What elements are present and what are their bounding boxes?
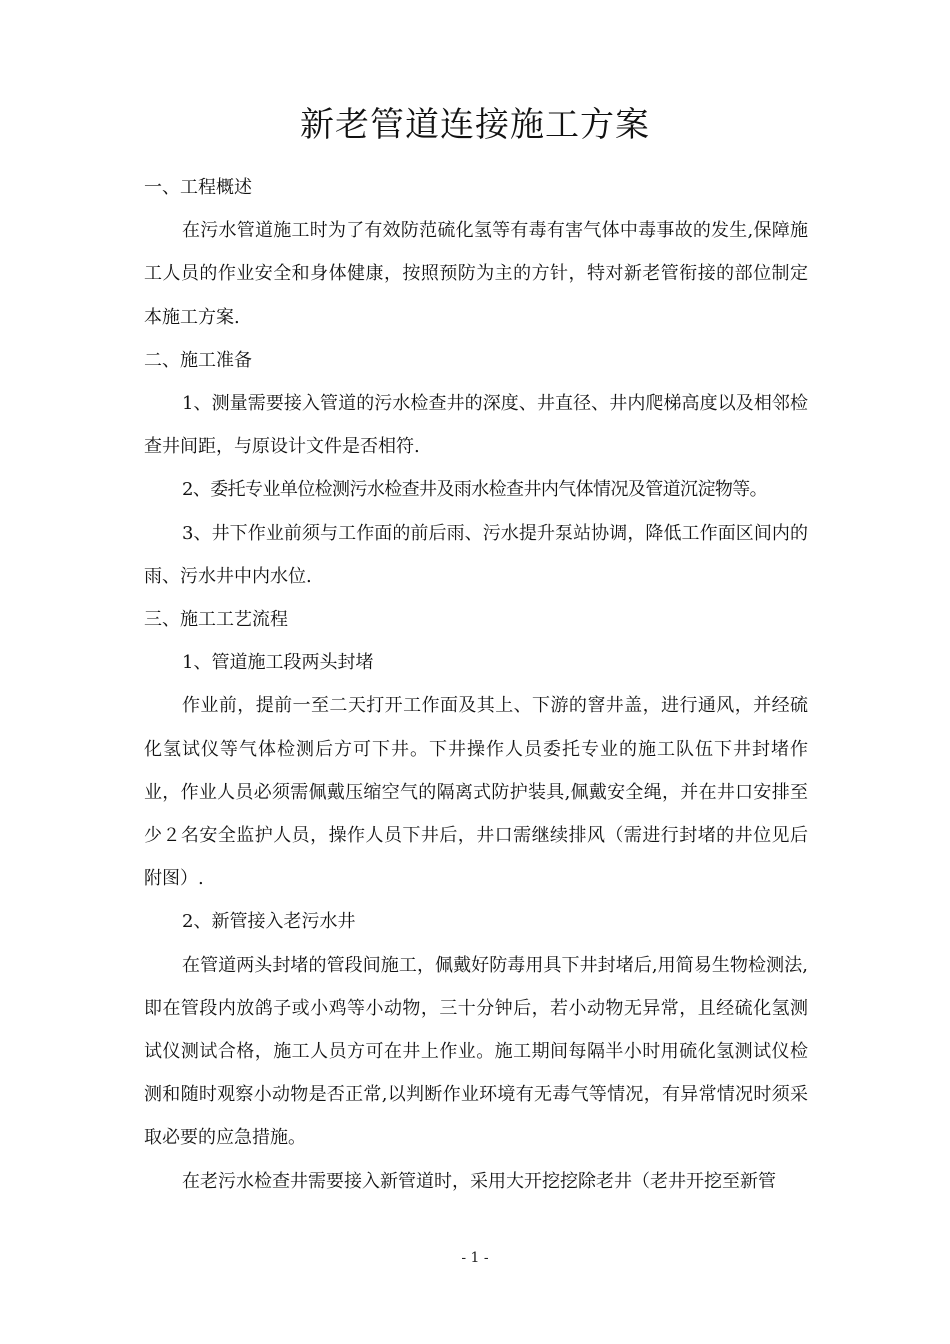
document-body <box>144 166 808 1203</box>
preparation-item-1: 1、测量需要接入管道的污水检查井的深度、井直径、井内爬梯高度以及相邻检查井间距，与原设计文件是否相符. <box>144 393 808 458</box>
section-heading-overview: 一、工程概述 <box>144 177 252 198</box>
preparation-item-2: 2、委托专业单位检测污水检查井及雨水检查井内气体情况及管道沉淀物等。 <box>182 479 768 501</box>
process-paragraph-1: 作业前，提前一至二天打开工作面及其上、下游的窨井盖，进行通风，并经硫化氢试仪等气体检测后方可下井。下井操作人员委托专业的施工队伍下井封堵作业，作业人员必须需佩戴压缩空气的隔离式防护装具,佩戴安全绳，并在井口安排至少２名安全监护人员，操作人员下井后，井口需继续排风（需进行封堵的井位见后附图）. <box>144 695 808 890</box>
overview-paragraph: 在污水管道施工时为了有效防范硫化氢等有毒有害气体中毒事故的发生,保障施工人员的作业安全和身体健康，按照预防为主的方针，特对新老管衔接的部位制定本施工方案. <box>144 220 808 328</box>
process-subheading-2: 2、新管接入老污水井 <box>182 911 356 933</box>
process-paragraph-3: 在老污水检查井需要接入新管道时，采用大开挖挖除老井（老井开挖至新管 <box>182 1170 776 1192</box>
process-subheading-1: 1、管道施工段两头封堵 <box>182 652 374 674</box>
section-heading-preparation: 二、施工准备 <box>144 349 252 371</box>
page-number: - 1 - <box>461 1250 489 1266</box>
document-title: 新老管道连接施工方案 <box>300 105 650 145</box>
process-paragraph-2: 在管道两头封堵的管段间施工，佩戴好防毒用具下井封堵后,用简易生物检测法,即在管段内放鸽子或小鸡等小动物，三十分钟后，若小动物无异常，且经硫化氢测试仪测试合格，施工人员方可在井上作业。施工期间每隔半小时用硫化氢测试仪检测和随时观察小动物是否正常,以判断作业环境有无毒气等情况，有异常情况时须采取必要的应急措施。 <box>144 954 808 1149</box>
section-heading-process: 三、施工工艺流程 <box>144 609 288 631</box>
preparation-item-3: 3、井下作业前须与工作面的前后雨、污水提升泵站协调，降低工作面区间内的雨、污水井中内水位. <box>144 522 808 587</box>
